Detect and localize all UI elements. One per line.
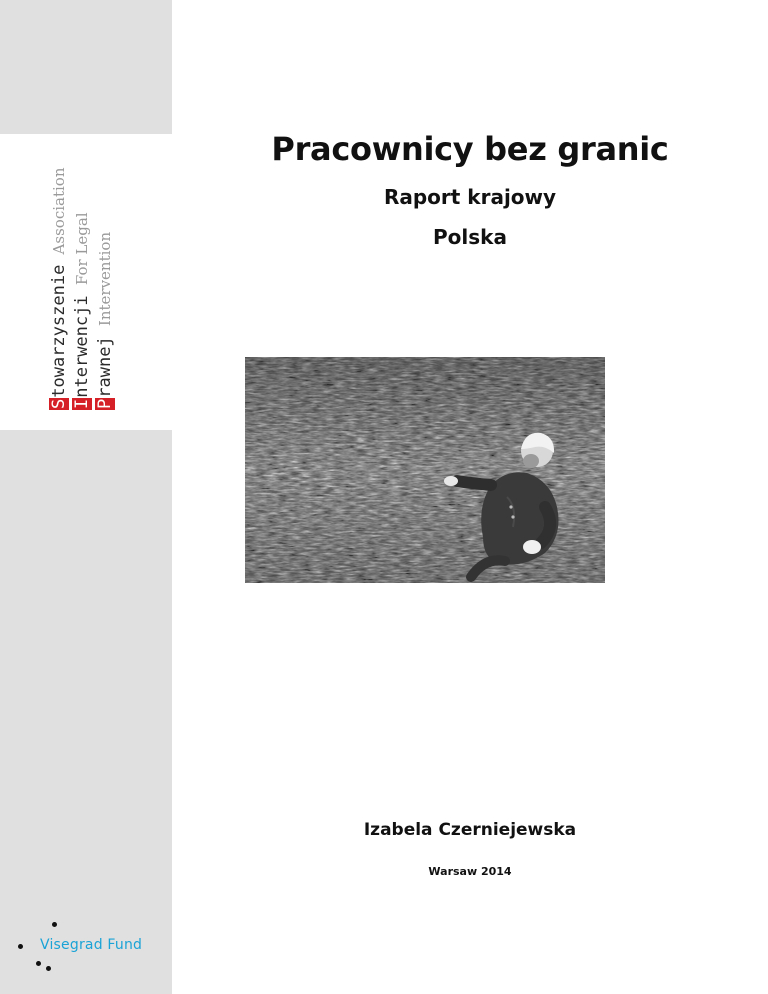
logo-polish-word: towarzyszenie: [49, 264, 69, 398]
logo-dot-icon: [46, 966, 51, 971]
page-title: Pracownicy bez granic: [271, 130, 669, 168]
logo-english-word: Intervention: [96, 231, 114, 327]
logo-polish-word: rawnej: [95, 336, 115, 398]
logo-initial: S: [49, 398, 69, 409]
visegrad-fund-logo: [0, 918, 172, 978]
logo-line-3: [94, 168, 117, 410]
sidebar-top-band: [0, 0, 172, 134]
report-type: Raport krajowy: [383, 185, 557, 209]
logo-initial: I: [72, 398, 92, 409]
logo-dot-icon: [18, 944, 23, 949]
logo-dot-icon: [36, 961, 41, 966]
logo-polish-word: nterwencji: [72, 295, 92, 398]
sidebar-bottom-band: [0, 430, 172, 994]
photo-worker-in-field-icon: [245, 357, 605, 583]
logo-english-word: For Legal: [73, 212, 91, 286]
organization-logo: [48, 168, 117, 410]
cover-photo: [245, 357, 605, 583]
author-name: Izabela Czerniejewska: [363, 820, 577, 840]
logo-line-2: [71, 168, 94, 410]
logo-english-word: Association: [50, 167, 68, 255]
logo-line-1: [48, 168, 71, 410]
logo-initial: P: [95, 398, 115, 409]
report-country: Polska: [433, 225, 507, 249]
visegrad-fund-label: Visegrad Fund: [40, 937, 143, 953]
place-and-year: Warsaw 2014: [428, 865, 512, 878]
logo-dot-icon: [52, 922, 57, 927]
